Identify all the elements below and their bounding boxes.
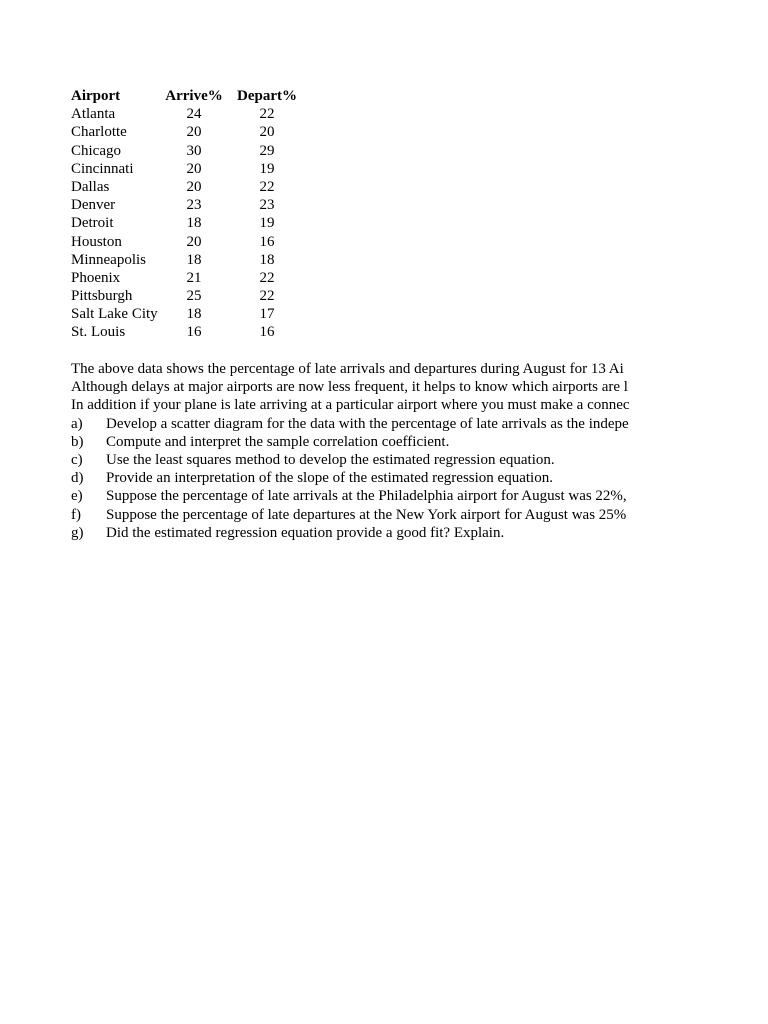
cell-airport[interactable]: Salt Lake City	[71, 306, 158, 323]
cell-arrive[interactable]: 18	[186, 251, 202, 268]
cell-depart[interactable]: 22	[259, 178, 275, 195]
cell-arrive[interactable]: 23	[186, 197, 202, 214]
question-item[interactable]	[71, 506, 643, 524]
question-text: Did the estimated regression equation provide a good fit? Explain.	[106, 524, 505, 541]
table-body	[71, 105, 309, 341]
cell-depart[interactable]: 22	[259, 288, 275, 305]
airport-delay-table	[71, 87, 309, 342]
cell-arrive[interactable]: 20	[186, 160, 202, 177]
cell-airport[interactable]: Houston	[71, 233, 122, 250]
question-item[interactable]	[71, 433, 643, 451]
paragraph-line[interactable]: The above data shows the percentage of late arrivals and departures during August for 13 Ai	[71, 361, 624, 377]
table-row	[71, 323, 309, 341]
header-arrive[interactable]: Arrive%	[165, 88, 223, 104]
question-item[interactable]	[71, 524, 643, 542]
cell-arrive[interactable]: 21	[186, 269, 202, 286]
cell-airport[interactable]: Cincinnati	[71, 160, 134, 177]
table-row	[71, 233, 309, 251]
cell-arrive[interactable]: 20	[186, 178, 202, 195]
cell-depart[interactable]: 20	[259, 124, 275, 141]
problem-text	[71, 360, 643, 542]
cell-airport[interactable]: St. Louis	[71, 324, 126, 341]
cell-airport[interactable]: Atlanta	[71, 106, 116, 123]
paragraph-line[interactable]: Although delays at major airports are now less frequent, it helps to know which airports are l	[71, 379, 628, 396]
cell-arrive[interactable]: 25	[186, 288, 202, 305]
question-letter: f)	[71, 506, 81, 523]
question-letter: e)	[71, 488, 83, 505]
question-list	[71, 415, 643, 542]
table-row	[71, 196, 309, 214]
question-letter: g)	[71, 524, 84, 541]
cell-airport[interactable]: Dallas	[71, 178, 110, 195]
question-text: Suppose the percentage of late departures at the New York airport for August was 25%	[106, 506, 627, 523]
table-row	[71, 287, 309, 305]
question-letter: a)	[71, 415, 83, 432]
header-depart[interactable]: Depart%	[237, 88, 297, 104]
cell-depart[interactable]: 29	[259, 142, 275, 159]
cell-arrive[interactable]: 20	[186, 124, 202, 141]
cell-depart[interactable]: 22	[259, 269, 275, 286]
cell-depart[interactable]: 17	[259, 306, 275, 323]
table-row	[71, 251, 309, 269]
question-letter: c)	[71, 451, 83, 468]
cell-airport[interactable]: Charlotte	[71, 124, 127, 141]
table-header-row	[71, 87, 309, 105]
cell-depart[interactable]: 19	[259, 160, 275, 177]
question-text: Use the least squares method to develop the estimated regression equation.	[106, 451, 555, 468]
cell-arrive[interactable]: 18	[186, 306, 202, 323]
cell-airport[interactable]: Denver	[71, 197, 116, 214]
table-row	[71, 105, 309, 123]
table-row	[71, 123, 309, 141]
cell-depart[interactable]: 23	[259, 197, 275, 214]
cell-arrive[interactable]: 30	[186, 142, 202, 159]
cell-airport[interactable]: Phoenix	[71, 269, 121, 286]
question-text: Compute and interpret the sample correlation coefficient.	[106, 433, 450, 450]
question-letter: b)	[71, 433, 84, 450]
cell-arrive[interactable]: 24	[186, 106, 202, 123]
cell-arrive[interactable]: 18	[186, 215, 202, 232]
cell-airport[interactable]: Minneapolis	[71, 251, 146, 268]
table-row	[71, 178, 309, 196]
cell-arrive[interactable]: 16	[186, 324, 202, 341]
table-row	[71, 160, 309, 178]
question-text: Suppose the percentage of late arrivals at the Philadelphia airport for August was 22%,	[106, 488, 627, 505]
problem-paragraph	[71, 360, 643, 415]
question-item[interactable]	[71, 487, 643, 505]
cell-depart[interactable]: 19	[259, 215, 275, 232]
cell-depart[interactable]: 16	[259, 233, 275, 250]
cell-depart[interactable]: 18	[259, 251, 275, 268]
header-airport[interactable]: Airport	[71, 88, 121, 104]
cell-depart[interactable]: 16	[259, 324, 275, 341]
question-item[interactable]	[71, 451, 643, 469]
question-item[interactable]	[71, 469, 643, 487]
cell-arrive[interactable]: 20	[186, 233, 202, 250]
table-row	[71, 142, 309, 160]
paragraph-line[interactable]: In addition if your plane is late arriving at a particular airport where you must make a connec	[71, 397, 630, 414]
question-text: Provide an interpretation of the slope of the estimated regression equation.	[106, 470, 553, 487]
table-row	[71, 269, 309, 287]
question-letter: d)	[71, 470, 84, 487]
cell-airport[interactable]: Chicago	[71, 142, 121, 159]
cell-airport[interactable]: Detroit	[71, 215, 114, 232]
question-item[interactable]	[71, 415, 643, 433]
table-row	[71, 214, 309, 232]
cell-depart[interactable]: 22	[259, 106, 275, 123]
cell-airport[interactable]: Pittsburgh	[71, 288, 133, 305]
table-row	[71, 305, 309, 323]
question-text: Develop a scatter diagram for the data with the percentage of late arrivals as the indepe	[106, 415, 629, 432]
